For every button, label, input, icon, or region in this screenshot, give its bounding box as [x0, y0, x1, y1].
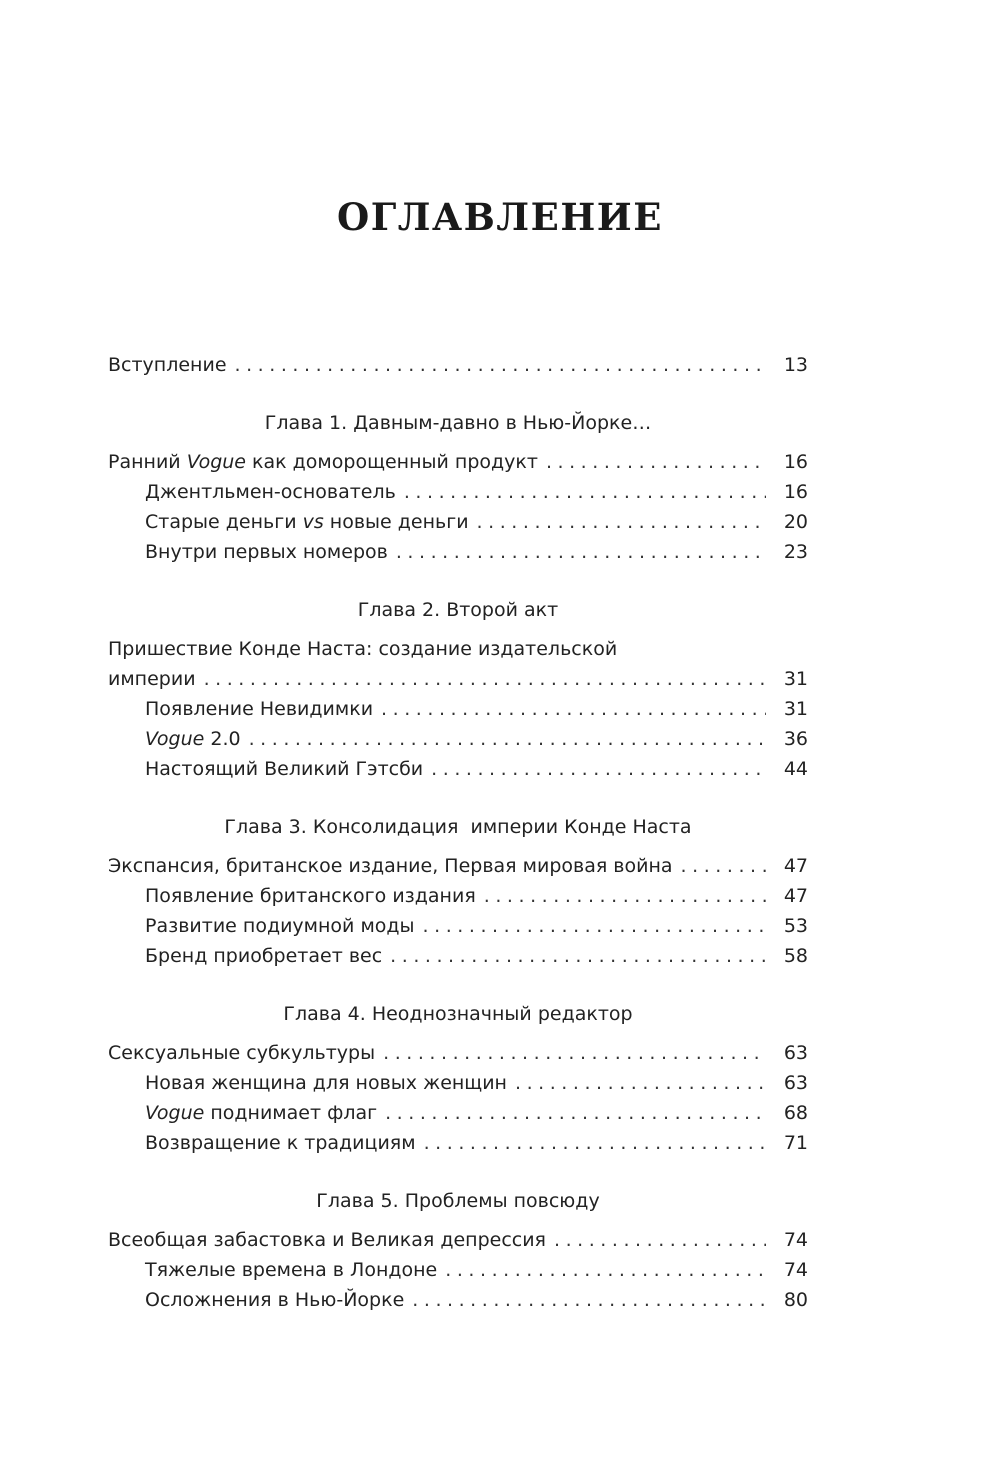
toc-subsection[interactable]: [108, 477, 808, 507]
toc-subsection[interactable]: [108, 1255, 808, 1285]
dot-leader: [445, 1255, 766, 1285]
page-number: 71: [783, 1132, 808, 1154]
page-number: 13: [783, 354, 808, 376]
toc-entry-label: Всеобщая забастовка и Великая депрессия: [108, 1229, 546, 1251]
toc-entry-label: Тяжелые времена в Лондоне: [145, 1259, 438, 1281]
page-number: 47: [783, 885, 808, 907]
chapter-heading: Глава 4. Неоднозначный редактор: [283, 1003, 633, 1025]
toc-subsection[interactable]: [108, 941, 808, 971]
toc-subsection[interactable]: [108, 1285, 808, 1315]
toc-entry-label: Vogue 2.0: [145, 728, 241, 750]
toc-entry-label: Старые деньги vs новые деньги: [145, 511, 469, 533]
dot-leader: [204, 664, 766, 694]
dot-leader: [681, 851, 766, 881]
dot-leader: [235, 350, 766, 380]
page-number: 63: [783, 1042, 808, 1064]
toc-entry-label: Внутри первых номеров: [145, 541, 388, 563]
toc-section[interactable]: [108, 664, 808, 694]
page-number: 31: [783, 668, 808, 690]
toc-subsection[interactable]: [108, 537, 808, 567]
page-number: 16: [783, 451, 808, 473]
dot-leader: [383, 1038, 766, 1068]
toc-subsection[interactable]: [108, 1098, 808, 1128]
dot-leader: [249, 724, 766, 754]
toc-entry-label: Появление Невидимки: [145, 698, 374, 720]
toc-subsection[interactable]: [108, 694, 808, 724]
page-number: 58: [783, 945, 808, 967]
dot-leader: [396, 537, 766, 567]
toc-section[interactable]: [108, 1038, 808, 1068]
dot-leader: [554, 1225, 766, 1255]
toc-entry-label: Экспансия, британское издание, Первая мировая война: [108, 855, 673, 877]
dot-leader: [431, 754, 766, 784]
page-number: 53: [783, 915, 808, 937]
chapter-heading: Глава 3. Консолидация империи Конде Наста: [224, 816, 692, 838]
toc-entry-intro[interactable]: [108, 350, 808, 380]
dot-leader: [515, 1068, 766, 1098]
toc-entry-label: Вступление: [108, 354, 227, 376]
chapter-heading: Глава 1. Давным-давно в Нью-Йорке…: [264, 412, 652, 434]
toc-section[interactable]: [108, 851, 808, 881]
toc-entry-label: Осложнения в Нью-Йорке: [145, 1289, 405, 1311]
toc-entry-label: Бренд приобретает вес: [145, 945, 383, 967]
toc-subsection[interactable]: [108, 911, 808, 941]
toc-entry-label: Настоящий Великий Гэтсби: [145, 758, 424, 780]
dot-leader: [477, 507, 766, 537]
dot-leader: [423, 911, 766, 941]
page-number: 74: [783, 1259, 808, 1281]
dot-leader: [424, 1128, 766, 1158]
toc-entry-label: Появление британского издания: [145, 885, 476, 907]
toc-subsection[interactable]: [108, 881, 808, 911]
toc-entry-label: Развитие подиумной моды: [145, 915, 415, 937]
page-number: 80: [783, 1289, 808, 1311]
toc-entry-label: Сексуальные субкультуры: [108, 1042, 376, 1064]
page-number: 68: [783, 1102, 808, 1124]
toc-subsection[interactable]: [108, 1068, 808, 1098]
dot-leader: [484, 881, 766, 911]
page-number: 74: [783, 1229, 808, 1251]
page-number: 31: [783, 698, 808, 720]
toc-section[interactable]: [108, 1225, 808, 1255]
dot-leader: [385, 1098, 766, 1128]
toc-section-first-line[interactable]: Пришествие Конде Наста: создание издательской: [108, 638, 618, 660]
page-number: 36: [783, 728, 808, 750]
page-number: 44: [783, 758, 808, 780]
toc-entry-label: Возвращение к традициям: [145, 1132, 416, 1154]
toc-entry-label: Новая женщина для новых женщин: [145, 1072, 507, 1094]
page-number: 23: [783, 541, 808, 563]
page-number: 16: [783, 481, 808, 503]
dot-leader: [404, 477, 766, 507]
toc-subsection[interactable]: [108, 1128, 808, 1158]
toc-entry-label: Vogue поднимает флаг: [145, 1102, 378, 1124]
toc-entry-label: Ранний Vogue как доморощенный продукт: [108, 451, 538, 473]
dot-leader: [546, 447, 766, 477]
dot-leader: [412, 1285, 766, 1315]
chapter-heading: Глава 5. Проблемы повсюду: [316, 1190, 600, 1212]
dot-leader: [381, 694, 766, 724]
page-number: 63: [783, 1072, 808, 1094]
dot-leader: [390, 941, 766, 971]
toc-subsection[interactable]: [108, 507, 808, 537]
chapter-heading: Глава 2. Второй акт: [357, 599, 559, 621]
page-number: 20: [783, 511, 808, 533]
toc-subsection[interactable]: [108, 724, 808, 754]
toc-entry-label: Джентльмен-основатель: [145, 481, 396, 503]
toc-section[interactable]: [108, 447, 808, 477]
toc-entry-label: империи: [108, 668, 196, 690]
page-number: 47: [783, 855, 808, 877]
page-title: ОГЛАВЛЕНИЕ: [337, 195, 663, 239]
toc-subsection[interactable]: [108, 754, 808, 784]
table-of-contents: [108, 350, 808, 1315]
